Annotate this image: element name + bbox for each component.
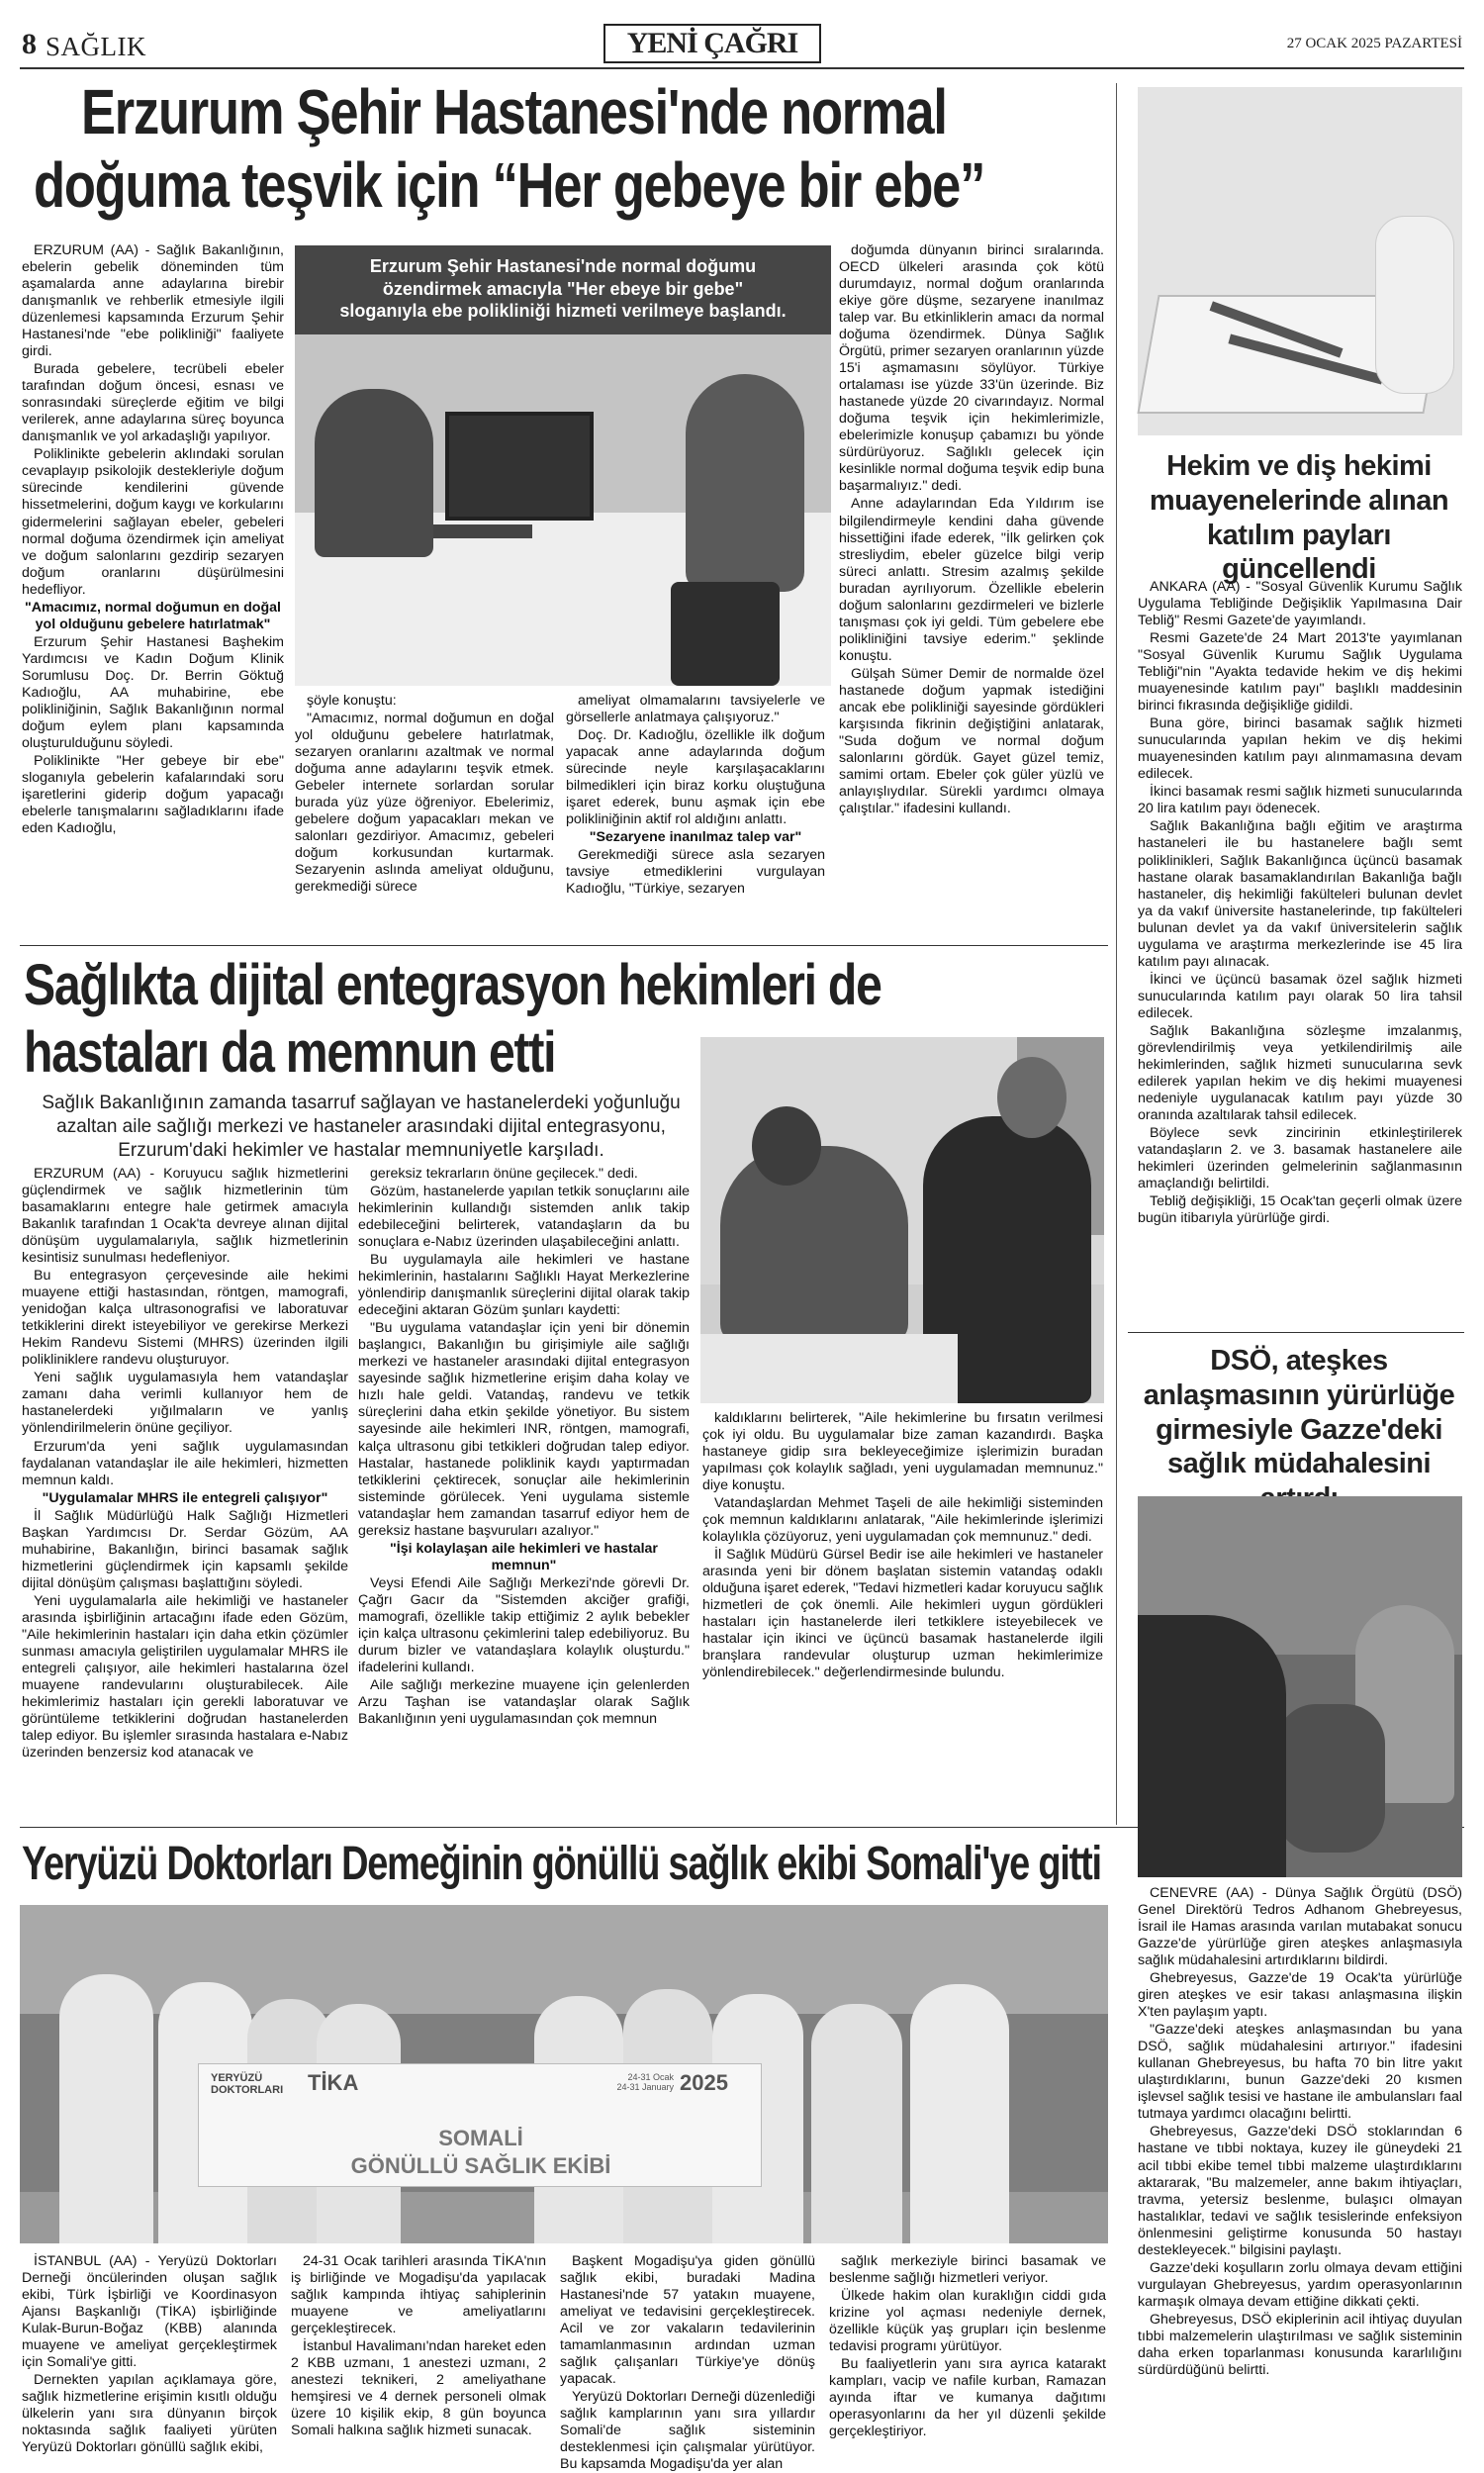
article1-col1 bbox=[22, 242, 284, 930]
sidebar2-headline-3: girmesiyle Gazze'deki bbox=[1156, 1413, 1442, 1446]
s2-p3: "Gazze'deki ateşkes anlaşmasından bu yana DSÖ, sağlık müdahalesini artırıyor." ifadesini kullanan Ghebreyesus, bu hafta 70 bin litre yakıt ulaştırdıklarını, bunun Gazze'deki 20 kısmen işlevsel sağlık tesisi ve hastane ile ambulansları faal tutmaya yardımcı olacağını belirtti. bbox=[1138, 2022, 1462, 2123]
article1-photo bbox=[295, 245, 831, 686]
article3-col2 bbox=[291, 2253, 546, 2451]
team-member-9 bbox=[910, 1984, 1009, 2243]
photo-hand bbox=[1375, 216, 1454, 394]
article1-col3 bbox=[566, 693, 825, 930]
article1-col4 bbox=[839, 242, 1104, 930]
somali-banner bbox=[198, 2063, 762, 2187]
a3-c2-p1: 24-31 Ocak tarihleri arasında TİKA'nın iş birliğinde ve Mogadişu'da yapılacak sağlık kampında ihtiyaç sahiplerinin muayene ve ameliyatlarını gerçekleştirecek. bbox=[291, 2253, 546, 2337]
article2-headline-2: hastaları da memnun etti bbox=[24, 1020, 556, 1085]
sidebar1-body bbox=[1138, 579, 1462, 1331]
a1-c1-p5: Poliklinikte "Her gebeye bir ebe" sloganıyla gebelerin kafalarındaki soru işaretlerini giderip doğum yapacağı ebelerle tanışmalarını sağladıklarını ifade eden Kadıoğlu, bbox=[22, 752, 284, 837]
article1-headline-2: doğuma teşvik için “Her gebeye bir ebe” bbox=[34, 149, 985, 221]
a3-c3-p1: Başkent Mogadişu'ya giden gönüllü sağlık ekibi, buradaki Madina Hastanesi'nde 57 yatakın muayene, ameliyat ve tedavisini gerçekleştirecek. Acil ve zor vakaların tedavilerinin tamamlanmasının ardından uzman sağlık çalışanları Türkiye'ye dönüş yapacak. bbox=[560, 2253, 815, 2388]
photo-patient bbox=[720, 1146, 908, 1344]
s1-p4: İkinci basamak resmi sağlık hizmeti sunucularında 20 lira katılım payı ödenecek. bbox=[1138, 784, 1462, 817]
a2-c1-p5: İl Sağlık Müdürlüğü Halk Sağlığı Hizmetleri Başkan Yardımcısı Dr. Serdar Gözüm, AA muhabirine, Bakanlığın, birinci basamak sağlık hizmetlerini güçlendirmek için kapsamlı şekilde dijital dönüşüm çalışması başlattığını söyledi. bbox=[22, 1507, 348, 1591]
a1-c4-p3: Gülşah Sümer Demir de normalde özel hastanede doğum yapmak istediğini ancak ebe polikliniği sayesinde gördükleri karşısında fikrinin değiştiğini anlatarak, "Suda doğum ve normal doğum salonlarını gördük. Gayet güzel temiz, samimi ortam. Ebeler çok güler yüzlü ve anlayışlıydılar. Sürekli yardımcı olmaya çalıştılar." ifadesini kullandı. bbox=[839, 665, 1104, 817]
a1-c1-p1: ERZURUM (AA) - Sağlık Bakanlığının, ebelerin gebelik döneminden tüm aşamalarda anne adaylarına birebir danışmanlık ve rehberlik etmesiyle ilgili düzenlemesi kapsamında Erzurum Şehir Hastanesi'nde "ebe polikliniği" faaliyete girdi. bbox=[22, 242, 284, 360]
a2-c1-subhead: "Uygulamalar MHRS ile entegreli çalışıyor" bbox=[42, 1489, 328, 1506]
article2-col2 bbox=[358, 1166, 690, 1814]
a2-c1-p4: Erzurum'da yeni sağlık uygulamasından faydalanan vatandaşlar ile aile hekimleri, hizmetten memnun kaldı. bbox=[22, 1438, 348, 1488]
s2-p6: Ghebreyesus, DSÖ ekiplerinin acil ihtiyaç duyulan tıbbi malzemelerin ulaştırılması ve sağlık sisteminin daha erken toparlanması konusunda kararlılığını sürdürdüğünü belirtti. bbox=[1138, 2311, 1462, 2378]
photo-child bbox=[1276, 1704, 1385, 1853]
a3-c1-p2: Dernekten yapılan açıklamaya göre, sağlık hizmetlerine erişimin kısıtlı olduğu ülkelerin yanı sıra dünyanın birçok noktasında sağlık faaliyeti yürüten Yeryüzü Doktorları gönüllü sağlık ekibi, bbox=[22, 2372, 277, 2456]
a1-c3-p1: ameliyat olmamalarını tavsiyelerle ve görsellerle anlatmaya çalışıyoruz." bbox=[566, 693, 825, 726]
banner-org1: YERYÜZÜ DOKTORLARI bbox=[211, 2072, 284, 2097]
a3-c4-p2: Ülkede hakim olan kuraklığın ciddi gıda krizine yol açması nedeniyle dernek, özellikle küçük yaş grupları için beslenme tedavisi programı yürütüyor. bbox=[829, 2288, 1106, 2355]
article3-col3 bbox=[560, 2253, 815, 2473]
s1-p1: ANKARA (AA) - "Sosyal Güvenlik Kurumu Sağlık Uygulama Tebliğinde Değişiklik Yapılmasına Dair Tebliğ" Resmi Gazete'de yayımlandı. bbox=[1138, 579, 1462, 629]
sidebar1-headline-1: Hekim ve diş hekimi bbox=[1166, 450, 1432, 482]
photo-bed bbox=[700, 1334, 958, 1403]
a1-c3-p2: Doç. Dr. Kadıoğlu, özellikle ilk doğum yapacak anne adaylarında doğum sürecinde neyle karşılaşacaklarını bilmedikleri için biraz korku oluştuğuna işaret ederek, bunu aşmak için ebe polikliniğinin aktif rol aldığını anlattı. bbox=[566, 727, 825, 828]
photo-mother bbox=[686, 374, 804, 592]
banner-dates: 24-31 Ocak 24-31 January bbox=[616, 2072, 674, 2092]
article2-col1 bbox=[22, 1166, 348, 1814]
sidebar2-headline-1: DSÖ, ateşkes bbox=[1210, 1345, 1388, 1377]
photo-doctor-head bbox=[997, 1057, 1067, 1138]
a2-c3-p2: Vatandaşlardan Mehmet Taşeli de aile hekimliği sisteminden çok memnun kaldıklarını anlatarak, "Aile hekimlerinde işlerimizi kolaylıkla çözüyoruz, yeni uygulamadan çok memnunuz." dedi. bbox=[702, 1495, 1103, 1546]
a2-c2-p5: Veysi Efendi Aile Sağlığı Merkezi'nde görevli Dr. Çağrı Gacır da "Sistemden akciğer grafiği, mamografi, özellikle takip ettiğimiz 2 aylık bebekler için kalça ultrasonu çekimlerini talep edebiliyoruz. Bu durum bizler ve vatandaşlara kolaylık oluşturdu." ifadelerini kullandı. bbox=[358, 1574, 690, 1675]
banner-org2: TİKA bbox=[308, 2070, 359, 2095]
article3-photo bbox=[20, 1905, 1108, 2243]
issue-date: 27 OCAK 2025 PAZARTESİ bbox=[1286, 36, 1462, 51]
a3-c4-p1: sağlık merkeziyle birinci basamak ve beslenme sağlığı hizmetleri veriyor. bbox=[829, 2253, 1106, 2287]
a2-c2-p4: "Bu uygulama vatandaşlar için yeni bir dönemin başlangıcı, Bakanlığın bu girişimiyle aile sağlığı merkezi ve hastaneler arasındaki dijital entegrasyon sayesinde sağlık hizmetlerine erişim daha kolay ve hızlı hale geldi. Vatandaş, randevu ve tetkik süreçlerini daha etkin şekilde yönetiyor. Bu sistem sayesinde aile hekimleri INR, röntgen, mamografi, kalça ultrasonu gibi tetkikleri doğrudan talep ediyor. Hastalar, hastanede poliklinik kaydı yaptırmadan tetkiklerini çektirecek, sonuçlar aile hekimlerinin sisteminde görülecek. Yeni uygulama sistemle vatandaşlar hem zamandan tasarruf ediyor hem de gereksiz hastane başvuruları azalıyor." bbox=[358, 1320, 690, 1539]
logo bbox=[603, 24, 821, 63]
sidebar2-headline-2: anlaşmasının yürürlüğe bbox=[1143, 1379, 1455, 1411]
sidebar1-photo bbox=[1138, 87, 1462, 435]
a2-c2-p2: Gözüm, hastanelerde yapılan tetkik sonuçlarını aile hekimlerinin kullandığı sistemden anlık takip edebileceğini belirterek, vatandaşların da bu sonuçlara e-Nabız üzerinden ulaşabileceğini anlattı. bbox=[358, 1184, 690, 1251]
banner-line2: GÖNÜLLÜ SAĞLIK EKİBİ bbox=[350, 2153, 611, 2178]
a1-c2-p2: "Amacımız, normal doğumun en doğal yol olduğunu gebelere hatırlatmak, sezaryen oranlarını azaltmak ve normal doğuma anne adaylarını teşvik etmek. Gebeler internete sorlardan sorular burada yüz yüze öğreniyor. Ebelerimiz, gebelere doğum yapacakları mekan ve salonları gezdiriyor. Amacımız, gebeleri doğum korkusundan kurtarmak. Sezaryenin aslında ameliyat olduğunu, gerekmediği sürece bbox=[295, 711, 554, 896]
logo-text: YENİ ÇAĞRI bbox=[626, 27, 798, 59]
photo-caption bbox=[295, 255, 831, 323]
a1-c2-p1: şöyle konuştu: bbox=[307, 693, 397, 709]
photo-mother-legs bbox=[671, 582, 780, 686]
article2-lead: Sağlık Bakanlığının zamanda tasarruf sağlayan ve hastanelerdeki yoğunluğu azaltan aile sağlığı merkezi ve hastaneler arasındaki dijital entegrasyonu, Erzurum'daki hekimler ve hastalar memnuniyetle karşıladı. bbox=[42, 1093, 681, 1161]
a2-c1-p1: ERZURUM (AA) - Koruyucu sağlık hizmetlerini güçlendirmek ve sağlık hizmetlerinin tüm basamaklarını entegre hale getirmek amacıyla Bakanlık tarafından 1 Ocak'ta devreye alınan dijital dönüşüm uygulamalarıyla, sağlık hizmetlerinin kesintisiz sunulması hedefleniyor. bbox=[22, 1166, 348, 1267]
sidebar2-photo bbox=[1138, 1496, 1462, 1877]
caption-line-1: Erzurum Şehir Hastanesi'nde normal doğumu bbox=[369, 256, 757, 276]
s2-p5: Gazze'deki koşulların zorlu olmaya devam ettiğini vurgulayan Ghebreyesus, yardım operasyonlarının karmaşık olmaya devam ettiğine dikkati çekti. bbox=[1138, 2259, 1462, 2310]
sidebar2-headline-4: sağlık müdahalesini bbox=[1166, 1448, 1432, 1480]
a2-c2-subhead: "İşi kolaylaşan aile hekimleri ve hastalar memnun" bbox=[390, 1540, 658, 1573]
banner-line1: SOMALİ bbox=[438, 2126, 523, 2150]
s1-p6: İkinci ve üçüncü basamak özel sağlık hizmeti sunucularında katılım payı olarak 50 lira tahsil edilecek. bbox=[1138, 971, 1462, 1021]
a1-c1-p2: Burada gebelere, tecrübeli ebeler tarafından doğum öncesi, esnası ve sonrasındaki süreçlerde eğitim ve bilgi verilerek, anne adaylarına süreç boyunca danışmanlık ve yol arkadaşlığı yapılıyor. bbox=[22, 361, 284, 445]
a1-c1-p3: Poliklinikte gebelerin aklındaki sorulan cevaplayıp psikolojik destekleriyle doğum sürecinde kendilerini güvende hissetmelerini, doğum kaygı ve korkularını gidermelerini sağlayan ebeler, gebeleri normal doğuma özendirmek için ameliyat ve doğum salonlarını gezdirip sezaryen doğum oranlarını düşürülmesini hedefliyor. bbox=[22, 446, 284, 598]
a1-c4-p2: Anne adaylarından Eda Yıldırım ise bilgilendirmeyle kendini daha güvende hissettiğini ifade ederek, "İlk gelirken çok stresliydim, ebeler güzelce bilgi verip süreci anlattı. Stresim azalmış şekilde buradan ayrılıyorum. Özellikle ebelerin doğum salonlarını gezdirmeleri ve bizlerle tanışması çok iyi geldi. Tüm gebelere ebe polikliniğini tavsiye ederim." şeklinde konuştu. bbox=[839, 496, 1104, 664]
sidebar2-body bbox=[1138, 1885, 1462, 2449]
photo-midwife bbox=[315, 389, 433, 557]
a2-c2-p1: gereksiz tekrarların önüne geçilecek." dedi. bbox=[370, 1166, 638, 1182]
a1-c3-p3: Gerekmediği sürece asla sezaryen tavsiye etmediklerini vurgulayan Kadıoğlu, "Türkiye, sezaryen bbox=[566, 847, 825, 898]
article1-headline-1: Erzurum Şehir Hastanesi'nde normal bbox=[81, 76, 947, 147]
caption-line-2: özendirmek amacıyla "Her ebeye bir gebe" bbox=[382, 278, 744, 299]
page-number: 8 bbox=[22, 28, 37, 60]
a2-c2-p6: Aile sağlığı merkezine muayene için gelenlerden Arzu Taşhan ise vatandaşlar olarak Sağlık Bakanlığının yeni uygulamasından çok memnun bbox=[358, 1676, 690, 1727]
section-name: SAĞLIK bbox=[46, 32, 146, 61]
s1-p9: Tebliğ değişikliği, 15 Ocak'tan geçerli olmak üzere bugün itibarıyla yürürlüğe girdi. bbox=[1138, 1193, 1462, 1227]
s2-p2: Ghebreyesus, Gazze'de 19 Ocak'ta yürürlüğe giren ateşkes ve esir takası anlaşmasına ilişkin X'ten paylaşım yaptı. bbox=[1138, 1970, 1462, 2021]
a3-c2-p2: İstanbul Havalimanı'ndan hareket eden 2 KBB uzmanı, 1 anestezi uzmanı, 2 anestezi teknikeri, 2 ameliyathane hemşiresi ve 4 dernek personeli olmak üzere 10 kişilik ekip, 8 gün boyunca Somali halkına sağlık hizmeti sunacak. bbox=[291, 2338, 546, 2439]
a2-c1-p3: Yeni sağlık uygulamasıyla hem vatandaşlar zamanı daha verimli kullanıyor hem de hastanelerdeki yığılmaların ve yanlış yönlendirilmelerin önüne geçiliyor. bbox=[22, 1370, 348, 1437]
a2-c1-p2: Bu entegrasyon çerçevesinde aile hekimi muayene ettiği hastasından, röntgen, mamografi, yenidoğan kalça ultrasonografisi ve laboratuvar tetkiklerini direkt isteyebiliyor ve gerekirse Merkezi Hekim Randevu Sistemi (MHRS) üzerinden ilgili polikliniklere randevu oluşturuyor. bbox=[22, 1268, 348, 1369]
s1-p3: Buna göre, birinci basamak sağlık hizmeti sunucularında yapılan hekim ve diş hekimi muayenesinden katılım payı alınmamasına devam edilecek. bbox=[1138, 715, 1462, 783]
sidebar2-headline bbox=[1128, 1344, 1470, 1516]
s1-p5: Sağlık Bakanlığına bağlı eğitim ve araştırma hastaneleri ile bu hastanelere bağlı semt poliklinikleri, Sağlık Bakanlığınca üçüncü basamak hastane olarak basamaklandırılan Bakanlığa bağlı hastaneler, diş hekimliği fakülteleri bulunan devlet ya da vakıf üniversite hastanelerinde, tıp fakülteleri bulunan devlet ya da vakıf üniversitelerin sağlık uygulama ve araştırma merkezlerinde ise 45 lira katılım payı alınacak. bbox=[1138, 818, 1462, 970]
a3-c1-p1: İSTANBUL (AA) - Yeryüzü Doktorları Derneği öncülerinden oluşan sağlık ekibi, Türk İşbirliği ve Koordinasyon Ajansı Başkanlığı (TİKA) işbirliğinde Kulak-Burun-Boğaz (KBB) alanında muayene ve ameliyat gerçekleştirmek için Somali'ye gitti. bbox=[22, 2253, 277, 2371]
article2-headline-1: Sağlıkta dijital entegrasyon hekimleri de bbox=[24, 953, 881, 1017]
team-member-8 bbox=[811, 2004, 902, 2243]
s2-p1: CENEVRE (AA) - Dünya Sağlık Örgütü (DSÖ) Genel Direktörü Tedros Adhanom Ghebreyesus, İsrail ile Hamas arasında varılan mutabakat sonucu Gazze'de yürürlüğe giren ateşkes anlaşmasıyla sağlık müdahalesini artırdıklarını bildirdi. bbox=[1138, 1885, 1462, 1969]
a3-c3-p2: Yeryüzü Doktorları Derneği düzenlediği sağlık kamplarının yanı sıra yıllardır Somali'de sağlık sisteminin desteklenmesi için çalışmalar yürütüyor. Bu kapsamda Mogadişu'da yer alan bbox=[560, 2389, 815, 2473]
a3-c4-p3: Bu faaliyetlerin yanı sıra ayrıca katarakt kampları, vacip ve nafile kurban, Ramazan ayında iftar ve kumanya dağıtımı operasyonlarını da her yıl düzenli şekilde gerçekleştiriyor. bbox=[829, 2356, 1106, 2440]
banner-year: 2025 bbox=[680, 2070, 728, 2095]
article1-col2 bbox=[295, 693, 554, 930]
s1-p7: Sağlık Bakanlığına sözleşme imzalanmış, görevlendirilmiş veya yetkilendirilmiş aile hekimlerinden, sağlık hizmeti sunucularına sevk edilerek yapılan hekim ve diş hekimi muayenesi nedeniyle uygulanacak katılım payı yüzde 30 oranında azaltılarak tahsil edilecek. bbox=[1138, 1022, 1462, 1123]
sidebar1-headline bbox=[1128, 449, 1470, 587]
column-divider bbox=[1116, 83, 1117, 1825]
a2-c3-p3: İl Sağlık Müdürü Gürsel Bedir ise aile hekimleri ve hastaneler arasında yeni bir dönem başlatan sistemin vatandaş odaklı olduğuna işaret ederek, "Tedavi hizmetleri kadar koruyucu sağlık hizmetleri de çok önemli. Aile hekimleri uygun gördükleri hastaları için hastanelerde ileri tetkiklere isteyebilecek ve hastalar için ikinci ve üçüncü basamak hastanelerde ilgili branşlara randevular oluşturup uzman hekimlerimize yönlendirebilecek." değerlendirmesinde bulundu. bbox=[702, 1547, 1103, 1681]
photo-monitor bbox=[445, 412, 594, 521]
photo-patient-head bbox=[752, 1106, 821, 1186]
s2-p4: Ghebreyesus, Gazze'deki DSÖ stoklarından 6 hastane ve tıbbi noktaya, kuzey ile güneydeki 21 acil tıbbi ekibe temel tıbbi malzeme ulaştırdıklarını aktararak, "Bu malzemeler, anne bakım ihtiyaçları, travma, yetersiz beslenme, bulaşıcı olmayan hastalıklar, tedavi ve sağlık tesislerinde enfeksiyon önlenmesini geliştirme konusunda 50 hastayı destekleyecek." bilgisini paylaştı. bbox=[1138, 2124, 1462, 2258]
sidebar1-bottom-rule bbox=[1128, 1332, 1464, 1333]
sidebar1-headline-3: katılım payları güncellendi bbox=[1207, 519, 1391, 586]
caption-line-3: sloganıyla ebe polikliniği hizmeti verilmeye başlandı. bbox=[339, 301, 787, 321]
article3-col1 bbox=[22, 2253, 277, 2456]
s1-p8: Böylece sevk zincirinin etkinleştirilerek vatandaşların 2. ve 3. basamak hastanelere aile hekimleri üzerinden gelmelerinin sağlanmasının amaçlandığı belirtildi. bbox=[1138, 1125, 1462, 1192]
a1-c1-p4: Erzurum Şehir Hastanesi Başhekim Yardımcısı ve Kadın Doğum Klinik Sorumlusu Doç. Dr. Berrin Göktuğ Kadıoğlu, AA muhabirine, ebe polikliniğinin, Sağlık Bakanlığının normal doğum eylem planı kapsamında oluşturulduğunu söyledi. bbox=[22, 633, 284, 751]
a2-c1-p6: Yeni uygulamalarla aile hekimliği ve hastaneler arasında işbirliğinin artacağını ifade eden Gözüm, "Aile hekimlerinin hastaları için daha etkin çözümler sunması amacıyla geliştirilen uygulamalar MHRS ile entegreli çalışıyor, aile hekimleri hastalarına özel muayene randevularını oluşturabilecek. Aile hekimlerimiz hastaları için gerekli laboratuvar ve görüntüleme tetkiklerini doğrudan hastanelerden talep ediyor. Bu işlemler sırasında hastalara e-Nabız üzerinden benzersiz kod atanacak ve bbox=[22, 1592, 348, 1761]
photo-shadow bbox=[1138, 1615, 1286, 1877]
team-member-1 bbox=[59, 1974, 153, 2243]
a2-c3-p1: kaldıklarını belirterek, "Aile hekimlerine bu fırsatın verilmesi çok iyi oldu. Bu uygulamalar bize zaman kazandırdı. Başka hastaneye gidip sıra bekleyeceğimize işlerimizin buradan yapılması çok kolaylık sağladı, yeni uygulamadan memnunuz." diye konuştu. bbox=[702, 1410, 1103, 1494]
a1-c1-subhead: "Amacımız, normal doğumun en doğal yol olduğunu gebelere hatırlatmak" bbox=[25, 599, 281, 632]
header-rule bbox=[20, 67, 1464, 69]
a2-c2-p3: Bu uygulamayla aile hekimleri ve hastane hekimlerinin, hastalarını Sağlıklı Hayat Merkezlerine yönlendirip danışmanlık süreçlerini dijital olarak takip edeceğini aktaran Gözüm şunları kaydetti: bbox=[358, 1252, 690, 1319]
article1-bottom-rule bbox=[20, 945, 1108, 946]
article3-headline: Yeryüzü Doktorları Demeğinin gönüllü sağlık ekibi Somali'ye gitti bbox=[22, 1838, 1101, 1890]
article3-col4 bbox=[829, 2253, 1106, 2451]
sidebar1-headline-2: muayenelerinde alınan bbox=[1149, 484, 1449, 517]
a1-c4-p1: doğumda dünyanın birinci sıralarında. OECD ülkeleri arasında çok kötü durumdayız, normal doğum oranlarında ekiye göre düşme, sezaryene inanılmaz talep var. Bu etkinliklerin amacı da normal doğuma özendirmek. Dünya Sağlık Örgütü, primer sezaryen oranlarının yüzde 15'i aşmamasını söylüyor. Türkiye ortalaması ise yüzde 33'ün üzerinde. Biz hastanede yüzde 20 civarındayız. Normal doğuma teşvik için hekimlerimizle, ebelerimizle konuşup çabamızı bu yönde sürdürüyoruz. Sağlıklı gelecek için kesinlikle normal doğuma teşvik edip buna başarmalıyız." dedi. bbox=[839, 242, 1104, 495]
article2-col3 bbox=[702, 1410, 1103, 1816]
s1-p2: Resmi Gazete'de 24 Mart 2013'te yayımlanan "Sosyal Güvenlik Kurumu Sağlık Uygulama Tebliği"nin "Ayakta tedavide hekim ve diş hekimi muayenesinde katılım payı" başlıklı maddesinin birinci fıkrasında değişikliğe gidildi. bbox=[1138, 630, 1462, 714]
a1-c3-subhead: "Sezaryene inanılmaz talep var" bbox=[589, 829, 802, 846]
article2-photo bbox=[700, 1037, 1104, 1403]
